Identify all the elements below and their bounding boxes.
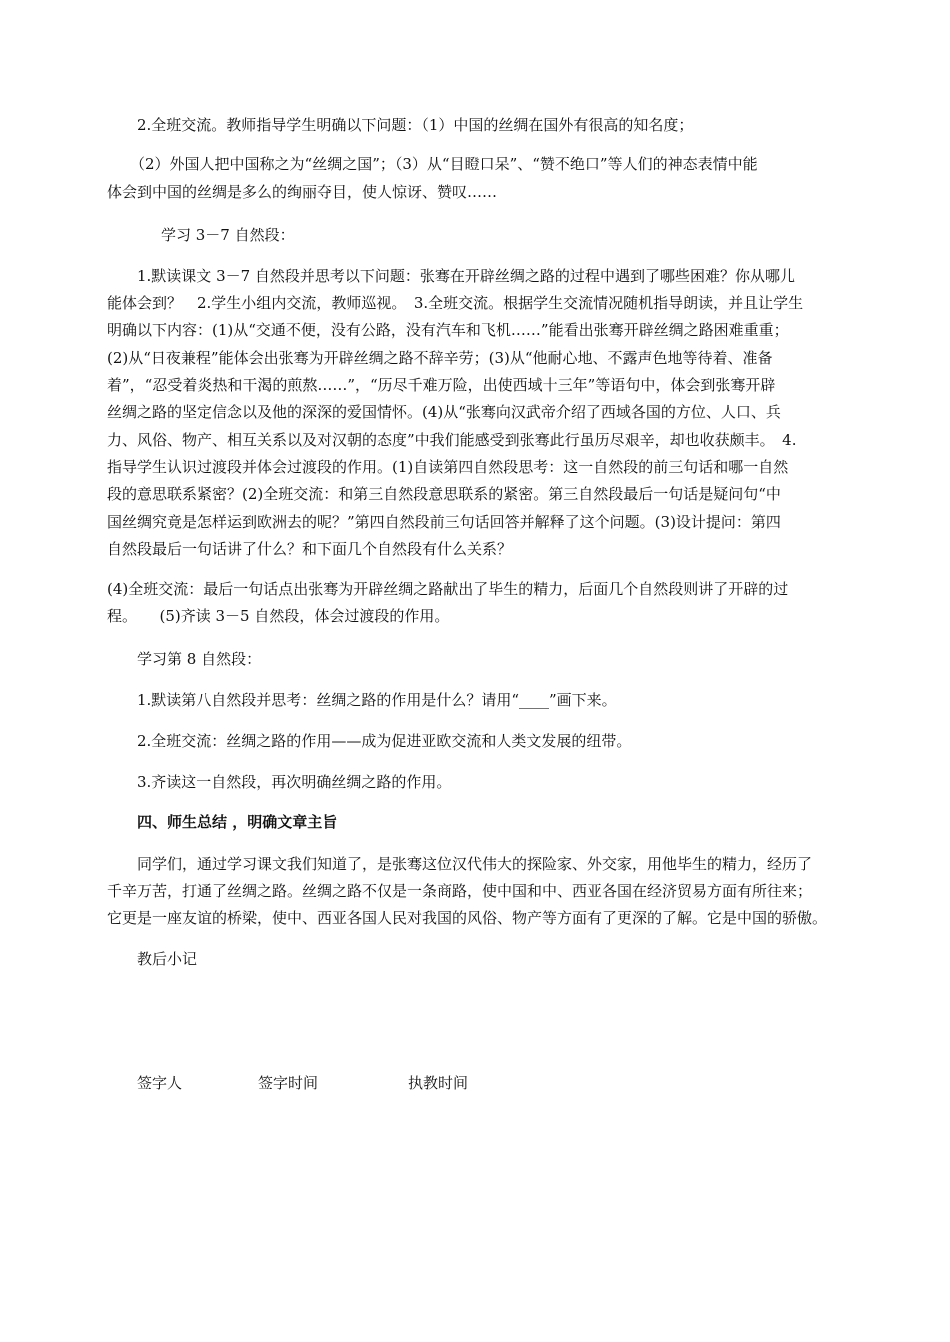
text-line: 段的意思联系紧密？(2)全班交流：和第三自然段意思联系的紧密。第三自然段最后一句话是疑问句“中: [107, 485, 781, 503]
signer-label: 签字人: [137, 1074, 183, 1092]
text-line: 学习第 8 自然段：: [137, 650, 262, 668]
text-line: 千辛万苦，打通了丝绸之路。丝绸之路不仅是一条商路，使中国和中、西亚各国在经济贸易方面有所往来；: [107, 882, 813, 900]
text-line: 指导学生认识过渡段并体会过渡段的作用。(1)自读第四自然段思考：这一自然段的前三句话和哪一自然: [107, 458, 789, 476]
teach-time-label: 执教时间: [408, 1074, 469, 1092]
text-line: 1.默读课文 3－7 自然段并思考以下问题：张骞在开辟丝绸之路的过程中遇到了哪些困难？你从哪儿: [137, 267, 795, 285]
text-line: (4)全班交流：最后一句话点出张骞为开辟丝绸之路献出了毕生的精力，后面几个自然段则讲了开辟的过: [107, 580, 789, 598]
text-line: 学习 3－7 自然段：: [161, 226, 295, 244]
text-line: 自然段最后一句话讲了什么？和下面几个自然段有什么关系？: [107, 540, 513, 558]
text-line: 力、风俗、物产、相互关系以及对汉朝的态度”中我们能感受到张骞此行虽历尽艰辛，却也收获颇丰。 4.: [107, 431, 797, 449]
text-line: 同学们，通过学习课文我们知道了，是张骞这位汉代伟大的探险家、外交家，用他毕生的精力，经历了: [137, 855, 813, 873]
text-line: 能体会到？ 2.学生小组内交流，教师巡视。 3.全班交流。根据学生交流情况随机指导朗读，并且让学生: [107, 294, 804, 312]
text-line: 1.默读第八自然段并思考：丝绸之路的作用是什么？请用“____”画下来。: [137, 691, 617, 709]
text-line: 2.全班交流。教师指导学生明确以下问题：（1）中国的丝绸在国外有很高的知名度；: [137, 116, 694, 134]
text-line: 2.全班交流：丝绸之路的作用——成为促进亚欧交流和人类文发展的纽带。: [137, 732, 632, 750]
text-line: 明确以下内容：(1)从“交通不便，没有公路，没有汽车和飞机……”能看出张骞开辟丝绸之路困难重重；: [107, 321, 789, 339]
text-line: （2）外国人把中国称之为“丝绸之国”；（3）从“目瞪口呆”、“赞不绝口”等人们的神态表情中能: [130, 155, 758, 173]
heading-text: 四、师生总结 ，明确文章主旨: [137, 813, 338, 831]
text-line: 丝绸之路的坚定信念以及他的深深的爱国情怀。(4)从“张骞向汉武帝介绍了西域各国的方位、人口、兵: [107, 403, 781, 421]
text-line: 体会到中国的丝绸是多么的绚丽夺目，使人惊讶、赞叹……: [107, 183, 498, 201]
text-line: 国丝绸究竟是怎样运到欧洲去的呢？”第四自然段前三句话回答并解释了这个问题。(3)设计提问：第四: [107, 513, 781, 531]
text-line: 程。 (5)齐读 3－5 自然段，体会过渡段的作用。: [107, 607, 450, 625]
text-line: 着”，“忍受着炎热和干渴的煎熬……”，“历尽千难万险，出使西域十三年”等语句中，体会到张骞开辟: [107, 376, 776, 394]
text-line: 教后小记: [137, 950, 198, 968]
text-line: (2)从“日夜兼程”能体会出张骞为开辟丝绸之路不辞辛劳；(3)从“他耐心地、不露声色地等待着、准备: [107, 349, 773, 367]
sign-time-label: 签字时间: [258, 1074, 319, 1092]
text-line: 它更是一座友谊的桥梁，使中、西亚各国人民对我国的风俗、物产等方面有了更深的了解。它是中国的骄傲。: [107, 909, 828, 927]
text-line: 3.齐读这一自然段，再次明确丝绸之路的作用。: [137, 773, 452, 791]
